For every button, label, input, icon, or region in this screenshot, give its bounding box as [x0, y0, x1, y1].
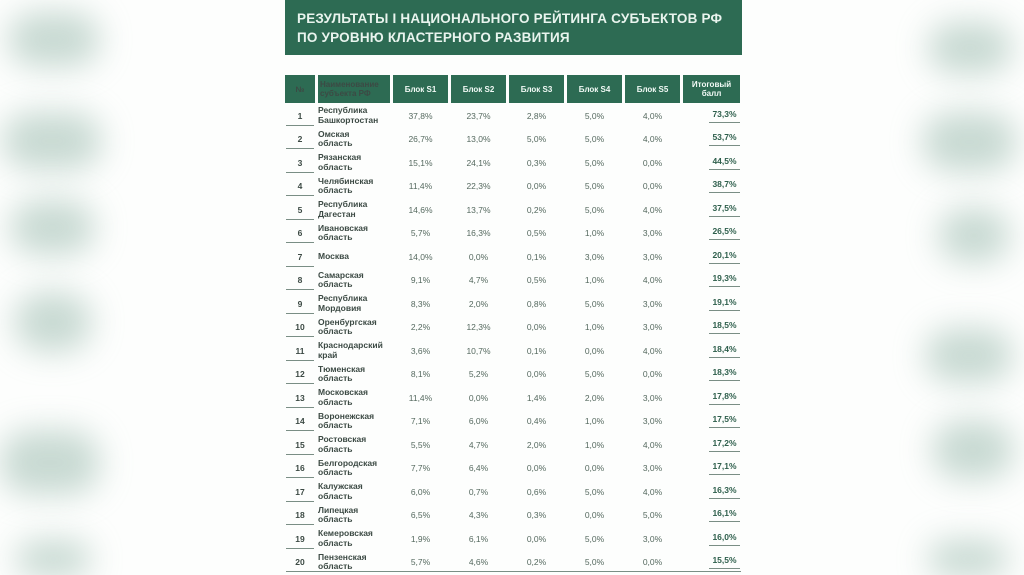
- s4-cell: 1,0%: [584, 275, 605, 286]
- total-score-cell: [683, 222, 740, 246]
- rank-cell: 8: [285, 269, 315, 293]
- rank-cell: 11: [285, 339, 315, 363]
- total-score-value: 15,5%: [709, 555, 740, 569]
- column-header-s3: Блок S3: [509, 75, 564, 103]
- s3-cell: 0,0%: [526, 533, 547, 544]
- total-score-value: 17,8%: [709, 391, 740, 405]
- s5-cell: 4,0%: [642, 439, 663, 450]
- s2-cell: 24,1%: [466, 157, 491, 168]
- total-score-cell: [683, 316, 740, 340]
- s3-cell: 0,4%: [526, 416, 547, 427]
- total-score-cell: [683, 128, 740, 152]
- title-banner: [285, 0, 742, 55]
- rank-cell: 12: [285, 363, 315, 387]
- s5-cell: 3,0%: [642, 416, 663, 427]
- background-blur-blob: [928, 540, 1008, 575]
- total-score-value: 16,0%: [709, 532, 740, 546]
- s2-cell: 0,0%: [468, 392, 489, 403]
- s4-cell: 5,0%: [584, 369, 605, 380]
- s1-cell: 6,5%: [410, 510, 431, 521]
- background-blur-blob: [938, 208, 1010, 263]
- total-score-value: 18,5%: [709, 320, 740, 334]
- total-score-cell: [683, 175, 740, 199]
- s5-cell: 0,0%: [642, 557, 663, 568]
- background-blur-blob: [16, 540, 91, 575]
- background-blur-blob: [0, 430, 100, 495]
- total-score-cell: [683, 363, 740, 387]
- background-blur-blob: [2, 112, 102, 170]
- region-cell: Рязанская область: [318, 152, 362, 172]
- total-score-value: 17,5%: [709, 414, 740, 428]
- s1-cell: 5,7%: [410, 228, 431, 239]
- background-blur-blob: [8, 12, 100, 67]
- table-row: [285, 504, 742, 528]
- total-score-cell: [683, 480, 740, 504]
- s4-cell: 5,0%: [584, 533, 605, 544]
- rank-cell: 18: [285, 504, 315, 528]
- s2-cell: 4,3%: [468, 510, 489, 521]
- s5-cell: 3,0%: [642, 322, 663, 333]
- table-row: [285, 175, 742, 199]
- total-score-value: 38,7%: [709, 179, 740, 193]
- rank-cell: 13: [285, 386, 315, 410]
- s4-cell: 1,0%: [584, 416, 605, 427]
- s5-cell: 3,0%: [642, 392, 663, 403]
- region-cell: Краснодарский край: [318, 340, 383, 360]
- s5-cell: 3,0%: [642, 228, 663, 239]
- s3-cell: 1,4%: [526, 392, 547, 403]
- s4-cell: 5,0%: [584, 204, 605, 215]
- s2-cell: 23,7%: [466, 110, 491, 121]
- total-score-cell: [683, 151, 740, 175]
- table-row: [285, 151, 742, 175]
- s1-cell: 11,4%: [408, 392, 433, 403]
- rank-cell: 15: [285, 433, 315, 457]
- total-score-cell: [683, 245, 740, 269]
- s5-cell: 4,0%: [642, 204, 663, 215]
- region-cell: Омская область: [318, 128, 353, 149]
- s5-cell: 5,0%: [642, 510, 663, 521]
- s3-cell: 2,8%: [526, 110, 547, 121]
- s1-cell: 14,6%: [408, 204, 433, 215]
- s2-cell: 6,4%: [468, 463, 489, 474]
- total-score-value: 18,4%: [709, 344, 740, 358]
- region-cell: Калужская область: [318, 481, 363, 501]
- background-blur-blob: [928, 22, 1012, 74]
- region-cell: Республика Мордовия: [318, 293, 368, 313]
- region-cell: Ростовская область: [318, 434, 367, 454]
- s1-cell: 5,7%: [410, 557, 431, 568]
- s3-cell: 0,5%: [526, 228, 547, 239]
- s5-cell: 3,0%: [642, 533, 663, 544]
- total-score-value: 26,5%: [709, 226, 740, 240]
- s1-cell: 14,0%: [408, 251, 433, 262]
- s1-cell: 5,5%: [410, 439, 431, 450]
- s2-cell: 0,0%: [468, 251, 489, 262]
- s3-cell: 0,0%: [526, 369, 547, 380]
- s3-cell: 0,1%: [526, 345, 547, 356]
- total-score-cell: [683, 433, 740, 457]
- region-cell: Москва: [318, 251, 349, 261]
- page-title: РЕЗУЛЬТАТЫ I НАЦИОНАЛЬНОГО РЕЙТИНГА СУБЪЕКТОВ РФ ПО УРОВНЮ КЛАСТЕРНОГО РАЗВИТИЯ: [297, 11, 723, 45]
- s2-cell: 13,0%: [466, 134, 491, 145]
- s3-cell: 0,5%: [526, 275, 547, 286]
- s2-cell: 0,7%: [468, 486, 489, 497]
- table-row: [285, 410, 742, 434]
- s1-cell: 7,7%: [410, 463, 431, 474]
- s4-cell: 5,0%: [584, 134, 605, 145]
- region-cell: Ивановская область: [318, 222, 368, 243]
- total-score-cell: [683, 410, 740, 434]
- total-score-cell: [683, 386, 740, 410]
- s1-cell: 1,9%: [410, 533, 431, 544]
- region-cell: Кемеровская область: [318, 528, 373, 548]
- slide-content: [285, 0, 742, 574]
- s1-cell: 11,4%: [408, 181, 433, 192]
- total-score-value: 73,3%: [709, 109, 740, 123]
- region-cell: Самарская область: [318, 269, 364, 290]
- column-header-total: Итоговый балл: [683, 75, 740, 103]
- s4-cell: 5,0%: [584, 157, 605, 168]
- s5-cell: 0,0%: [642, 157, 663, 168]
- s2-cell: 5,2%: [468, 369, 489, 380]
- table-row: [285, 245, 742, 269]
- total-score-value: 53,7%: [709, 132, 740, 146]
- region-cell: Республика Дагестан: [318, 199, 368, 219]
- rank-cell: 14: [285, 410, 315, 434]
- table-row: [285, 339, 742, 363]
- table-row: [285, 386, 742, 410]
- table-row: [285, 292, 742, 316]
- s1-cell: 15,1%: [408, 157, 433, 168]
- rank-cell: 19: [285, 527, 315, 551]
- rank-cell: 1: [285, 104, 315, 128]
- s1-cell: 6,0%: [410, 486, 431, 497]
- s5-cell: 4,0%: [642, 275, 663, 286]
- total-score-value: 19,1%: [709, 297, 740, 311]
- region-cell: Воронежская область: [318, 410, 375, 431]
- s3-cell: 5,0%: [526, 134, 547, 145]
- s3-cell: 0,3%: [526, 510, 547, 521]
- region-cell: Челябинская область: [318, 175, 374, 196]
- s5-cell: 4,0%: [642, 110, 663, 121]
- s4-cell: 5,0%: [584, 181, 605, 192]
- table-row: [285, 222, 742, 246]
- table-body: [285, 104, 742, 574]
- column-header-s2: Блок S2: [451, 75, 506, 103]
- s1-cell: 26,7%: [408, 134, 433, 145]
- s1-cell: 2,2%: [410, 322, 431, 333]
- rank-cell: 6: [285, 222, 315, 246]
- s4-cell: 1,0%: [584, 228, 605, 239]
- table-row: [285, 551, 742, 575]
- s3-cell: 0,8%: [526, 298, 547, 309]
- total-score-value: 17,1%: [709, 461, 740, 475]
- table-row: [285, 269, 742, 293]
- s5-cell: 3,0%: [642, 463, 663, 474]
- s2-cell: 4,6%: [468, 557, 489, 568]
- s3-cell: 0,0%: [526, 322, 547, 333]
- background-blur-blob: [925, 328, 1013, 383]
- s5-cell: 0,0%: [642, 369, 663, 380]
- table-row: [285, 457, 742, 481]
- background-blur-blob: [922, 112, 1017, 172]
- s4-cell: 3,0%: [584, 251, 605, 262]
- total-score-value: 16,1%: [709, 508, 740, 522]
- total-score-value: 44,5%: [709, 156, 740, 170]
- s3-cell: 0,0%: [526, 463, 547, 474]
- total-score-cell: [683, 527, 740, 551]
- table-row: [285, 104, 742, 128]
- s4-cell: 0,0%: [584, 510, 605, 521]
- table-header-row: [285, 75, 742, 103]
- region-cell: Оренбургская область: [318, 316, 377, 337]
- rank-cell: 9: [285, 292, 315, 316]
- region-cell: Белгородская область: [318, 457, 378, 478]
- table-row: [285, 480, 742, 504]
- rank-cell: 17: [285, 480, 315, 504]
- total-score-value: 37,5%: [709, 203, 740, 217]
- total-score-value: 19,3%: [709, 273, 740, 287]
- s3-cell: 0,6%: [526, 486, 547, 497]
- total-score-cell: [683, 104, 740, 128]
- s5-cell: 0,0%: [642, 181, 663, 192]
- s5-cell: 3,0%: [642, 298, 663, 309]
- total-score-cell: [683, 504, 740, 528]
- region-cell: Московская область: [318, 387, 368, 407]
- s5-cell: 4,0%: [642, 134, 663, 145]
- s3-cell: 0,2%: [526, 204, 547, 215]
- column-header-num: №: [285, 75, 315, 103]
- table-row: [285, 363, 742, 387]
- rank-cell: 4: [285, 175, 315, 199]
- s2-cell: 16,3%: [466, 228, 491, 239]
- background-blur-blob: [10, 200, 95, 255]
- rank-cell: 3: [285, 151, 315, 175]
- s4-cell: 1,0%: [584, 439, 605, 450]
- s2-cell: 13,7%: [466, 204, 491, 215]
- s1-cell: 3,6%: [410, 345, 431, 356]
- region-cell: Республика Башкортостан: [318, 105, 379, 125]
- rank-cell: 20: [285, 551, 315, 575]
- total-score-value: 16,3%: [709, 485, 740, 499]
- rank-cell: 2: [285, 128, 315, 152]
- rating-table: [285, 75, 742, 574]
- total-score-cell: [683, 269, 740, 293]
- rank-cell: 16: [285, 457, 315, 481]
- table-row: [285, 527, 742, 551]
- total-score-value: 18,3%: [709, 367, 740, 381]
- total-score-cell: [683, 339, 740, 363]
- total-score-cell: [683, 457, 740, 481]
- s1-cell: 8,1%: [410, 369, 431, 380]
- s1-cell: 9,1%: [410, 275, 431, 286]
- total-score-cell: [683, 551, 740, 575]
- s4-cell: 5,0%: [584, 110, 605, 121]
- s5-cell: 3,0%: [642, 251, 663, 262]
- s3-cell: 0,3%: [526, 157, 547, 168]
- s2-cell: 6,0%: [468, 416, 489, 427]
- s4-cell: 0,0%: [584, 463, 605, 474]
- table-row: [285, 198, 742, 222]
- s2-cell: 10,7%: [466, 345, 491, 356]
- total-score-cell: [683, 292, 740, 316]
- s2-cell: 4,7%: [468, 275, 489, 286]
- s2-cell: 4,7%: [468, 439, 489, 450]
- s1-cell: 37,8%: [408, 110, 433, 121]
- background-blur-blob: [932, 420, 1014, 480]
- s3-cell: 0,2%: [526, 557, 547, 568]
- s3-cell: 2,0%: [526, 439, 547, 450]
- s5-cell: 4,0%: [642, 486, 663, 497]
- s4-cell: 1,0%: [584, 322, 605, 333]
- s3-cell: 0,0%: [526, 181, 547, 192]
- s4-cell: 0,0%: [584, 345, 605, 356]
- rank-cell: 7: [285, 245, 315, 269]
- table-row: [285, 433, 742, 457]
- column-header-s1: Блок S1: [393, 75, 448, 103]
- column-header-s5: Блок S5: [625, 75, 680, 103]
- total-score-value: 17,2%: [709, 438, 740, 452]
- s1-cell: 7,1%: [410, 416, 431, 427]
- s2-cell: 6,1%: [468, 533, 489, 544]
- total-score-value: 20,1%: [709, 250, 740, 264]
- total-score-cell: [683, 198, 740, 222]
- s1-cell: 8,3%: [410, 298, 431, 309]
- s4-cell: 5,0%: [584, 557, 605, 568]
- rank-cell: 10: [285, 316, 315, 340]
- region-cell: Пензенская область: [318, 551, 367, 572]
- column-header-region: Наименование субъекта РФ: [318, 75, 390, 103]
- region-cell: Тюменская область: [318, 363, 366, 384]
- table-row: [285, 316, 742, 340]
- s4-cell: 2,0%: [584, 392, 605, 403]
- s4-cell: 5,0%: [584, 298, 605, 309]
- s2-cell: 22,3%: [466, 181, 491, 192]
- s4-cell: 5,0%: [584, 486, 605, 497]
- background-blur-blob: [14, 292, 92, 352]
- table-row: [285, 128, 742, 152]
- rank-cell: 5: [285, 198, 315, 222]
- s2-cell: 2,0%: [468, 298, 489, 309]
- s2-cell: 12,3%: [466, 322, 491, 333]
- region-cell: Липецкая область: [318, 504, 359, 525]
- s3-cell: 0,1%: [526, 251, 547, 262]
- column-header-s4: Блок S4: [567, 75, 622, 103]
- s5-cell: 4,0%: [642, 345, 663, 356]
